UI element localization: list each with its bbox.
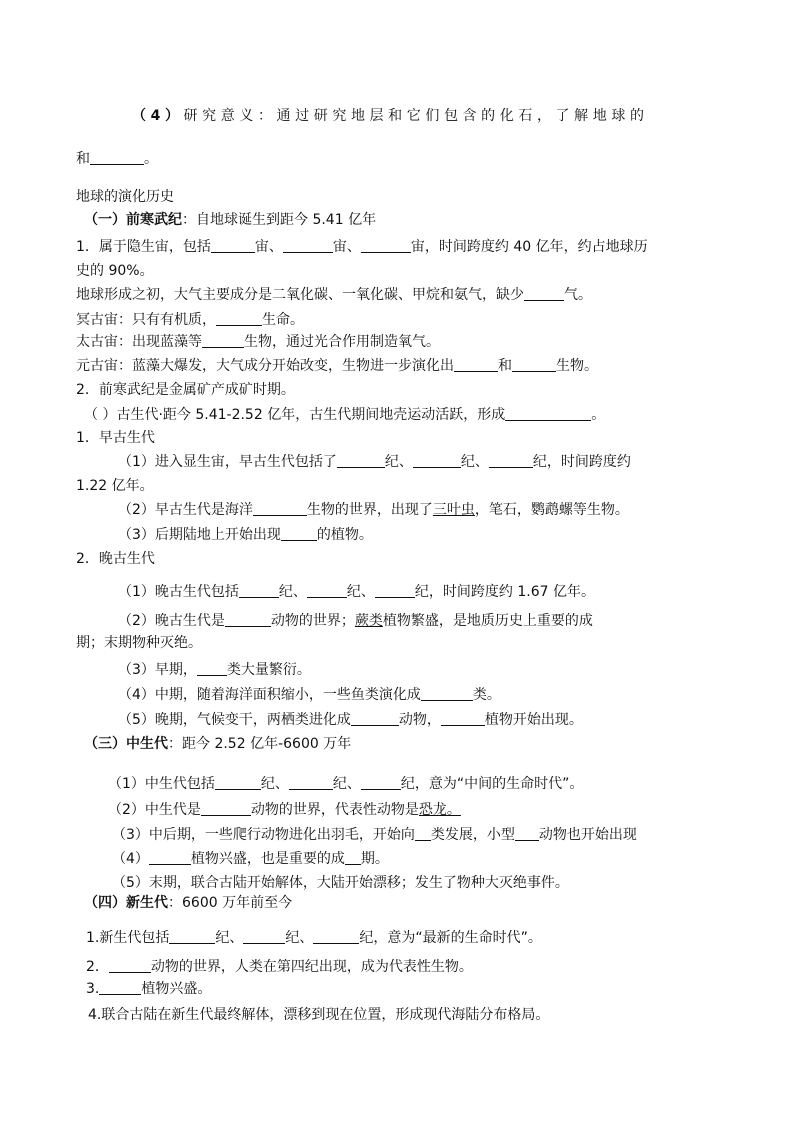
s2-late-title: 2．晚古生代	[76, 551, 155, 567]
s1-title-line: （一）前寒武纪：自地球诞生到距今 5.41 亿年	[84, 212, 377, 228]
s2-title-line: （ ）古生代·距今 5.41-2.52 亿年，古生代期间地壳运动活跃，形成 。	[84, 407, 606, 423]
answer-blank[interactable]	[289, 775, 333, 790]
s2-late-2b: 期；末期物种灭绝。	[76, 635, 202, 651]
s1-line-1b: 史的 90%。	[76, 263, 154, 279]
intro-label: （4）	[132, 108, 184, 124]
s1-line-4: 太古宙：出现蓝藻等 生物，通过光合作用制造氧气。	[76, 334, 440, 350]
answer-blank[interactable]	[109, 958, 151, 973]
s2-late-5: （5）晚期，气候变干，两栖类进化成 动物， 植物开始出现。	[118, 712, 583, 728]
answer-blank[interactable]	[351, 711, 399, 726]
answer-blank[interactable]	[169, 929, 215, 944]
s2-late-3: （3）早期， 类大量繁衍。	[118, 662, 311, 678]
s2-early-1: （1）进入显生宙，早古生代包括了 纪、 纪、 纪，时间跨度约	[118, 454, 631, 470]
intro-line-1	[132, 107, 649, 125]
answer-blank[interactable]	[415, 826, 431, 841]
answer-blank[interactable]	[225, 612, 271, 627]
s4-item-2: 2． 动物的世界，人类在第四纪出现，成为代表性生物。	[86, 959, 473, 975]
answer-blank[interactable]	[441, 711, 485, 726]
answer-blank[interactable]	[283, 238, 333, 253]
answer-blank[interactable]	[313, 929, 359, 944]
s4-item-4: 4.联合古陆在新生代最终解体，漂移到现在位置，形成现代海陆分布格局。	[88, 1007, 550, 1023]
answer-blank[interactable]	[243, 929, 285, 944]
s2-late-1: （1）晚古生代包括 纪、 纪、 纪，时间跨度约 1.67 亿年。	[118, 584, 595, 600]
answer-blank[interactable]	[202, 333, 244, 348]
s2-early-2: （2）早古生代是海洋 生物的世界，出现了三叶虫，笔石，鹦鹉螺等生物。	[118, 502, 629, 518]
section-heading: 地球的演化历史	[76, 189, 174, 205]
answer-blank[interactable]	[201, 801, 251, 816]
answer-blank[interactable]	[421, 686, 473, 701]
s2-early-1b: 1.22 亿年。	[76, 478, 154, 494]
answer-blank[interactable]	[345, 850, 361, 865]
answer-blank[interactable]	[505, 406, 591, 421]
answer-blank[interactable]	[361, 238, 411, 253]
intro-text: 研究意义：通过研究地层和它们包含的化石，了解地球的	[183, 108, 649, 124]
s1-line-2: 地球形成之初，大气主要成分是二氧化碳、一氧化碳、甲烷和氨气，缺少 气。	[76, 287, 592, 303]
s2-late-4: （4）中期，随着海洋面积缩小，一些鱼类演化成 类。	[118, 687, 501, 703]
answer-blank[interactable]	[216, 311, 262, 326]
answer-blank[interactable]	[337, 453, 385, 468]
s4-item-1: 1.新生代包括 纪、 纪、 纪，意为“最新的生命时代”。	[86, 930, 542, 946]
answer-blank[interactable]	[361, 775, 401, 790]
answer-blank[interactable]	[515, 826, 539, 841]
s1-line-1: 1．属于隐生宙，包括 宙、 宙、 宙，时间跨度约 40 亿年，约占地球历	[76, 239, 648, 255]
answer-blank[interactable]	[454, 357, 498, 372]
answer-blank[interactable]	[512, 357, 556, 372]
answer-blank[interactable]	[281, 526, 317, 541]
answer-blank[interactable]	[90, 150, 144, 165]
answer-blank[interactable]	[99, 980, 141, 995]
s1-line-6: 2．前寒武纪是金属矿产成矿时期。	[76, 382, 295, 398]
answer-blank[interactable]	[211, 238, 255, 253]
s4-title-line: （四）新生代：6600 万年前至今	[84, 895, 293, 911]
s1-line-5: 元古宙：蓝藻大爆发，大气成分开始改变，生物进一步演化出 和 生物。	[76, 358, 598, 374]
s2-early-title: 1．早古生代	[76, 430, 155, 446]
answer-blank[interactable]	[239, 583, 279, 598]
answer-blank[interactable]	[489, 453, 533, 468]
s3-item-2: （2）中生代是 动物的世界，代表性动物是恐龙。	[108, 802, 461, 818]
s2-early-3: （3）后期陆地上开始出现 的植物。	[118, 527, 373, 543]
s3-item-4: （4） 植物兴盛，也是重要的成 期。	[112, 851, 389, 867]
answer-blank[interactable]	[253, 501, 307, 516]
answer-blank[interactable]	[375, 583, 415, 598]
s3-title-line: （三）中生代：距今 2.52 亿年-6600 万年	[84, 736, 352, 752]
s2-late-2: （2）晚古生代是 动物的世界；蕨类植物繁盛，是地质历史上重要的成	[118, 613, 593, 629]
s1-line-3: 冥古宙：只有有机质， 生命。	[76, 312, 304, 328]
answer-blank[interactable]	[524, 286, 564, 301]
answer-blank[interactable]	[197, 661, 227, 676]
answer-blank[interactable]	[413, 453, 461, 468]
s4-item-3: 3. 植物兴盛。	[86, 981, 212, 997]
answer-blank[interactable]	[215, 775, 261, 790]
answer-blank[interactable]	[149, 850, 191, 865]
s3-item-5: （5）末期，联合古陆开始解体，大陆开始漂移；发生了物种大灭绝事件。	[112, 875, 569, 891]
answer-blank[interactable]	[307, 583, 347, 598]
intro-line-2: 和 。	[76, 151, 158, 167]
s3-item-1: （1）中生代包括 纪、 纪、 纪，意为“中间的生命时代”。	[108, 776, 584, 792]
s3-item-3: （3）中后期，一些爬行动物进化出羽毛，开始向 类发展，小型 动物也开始出现	[112, 827, 637, 843]
